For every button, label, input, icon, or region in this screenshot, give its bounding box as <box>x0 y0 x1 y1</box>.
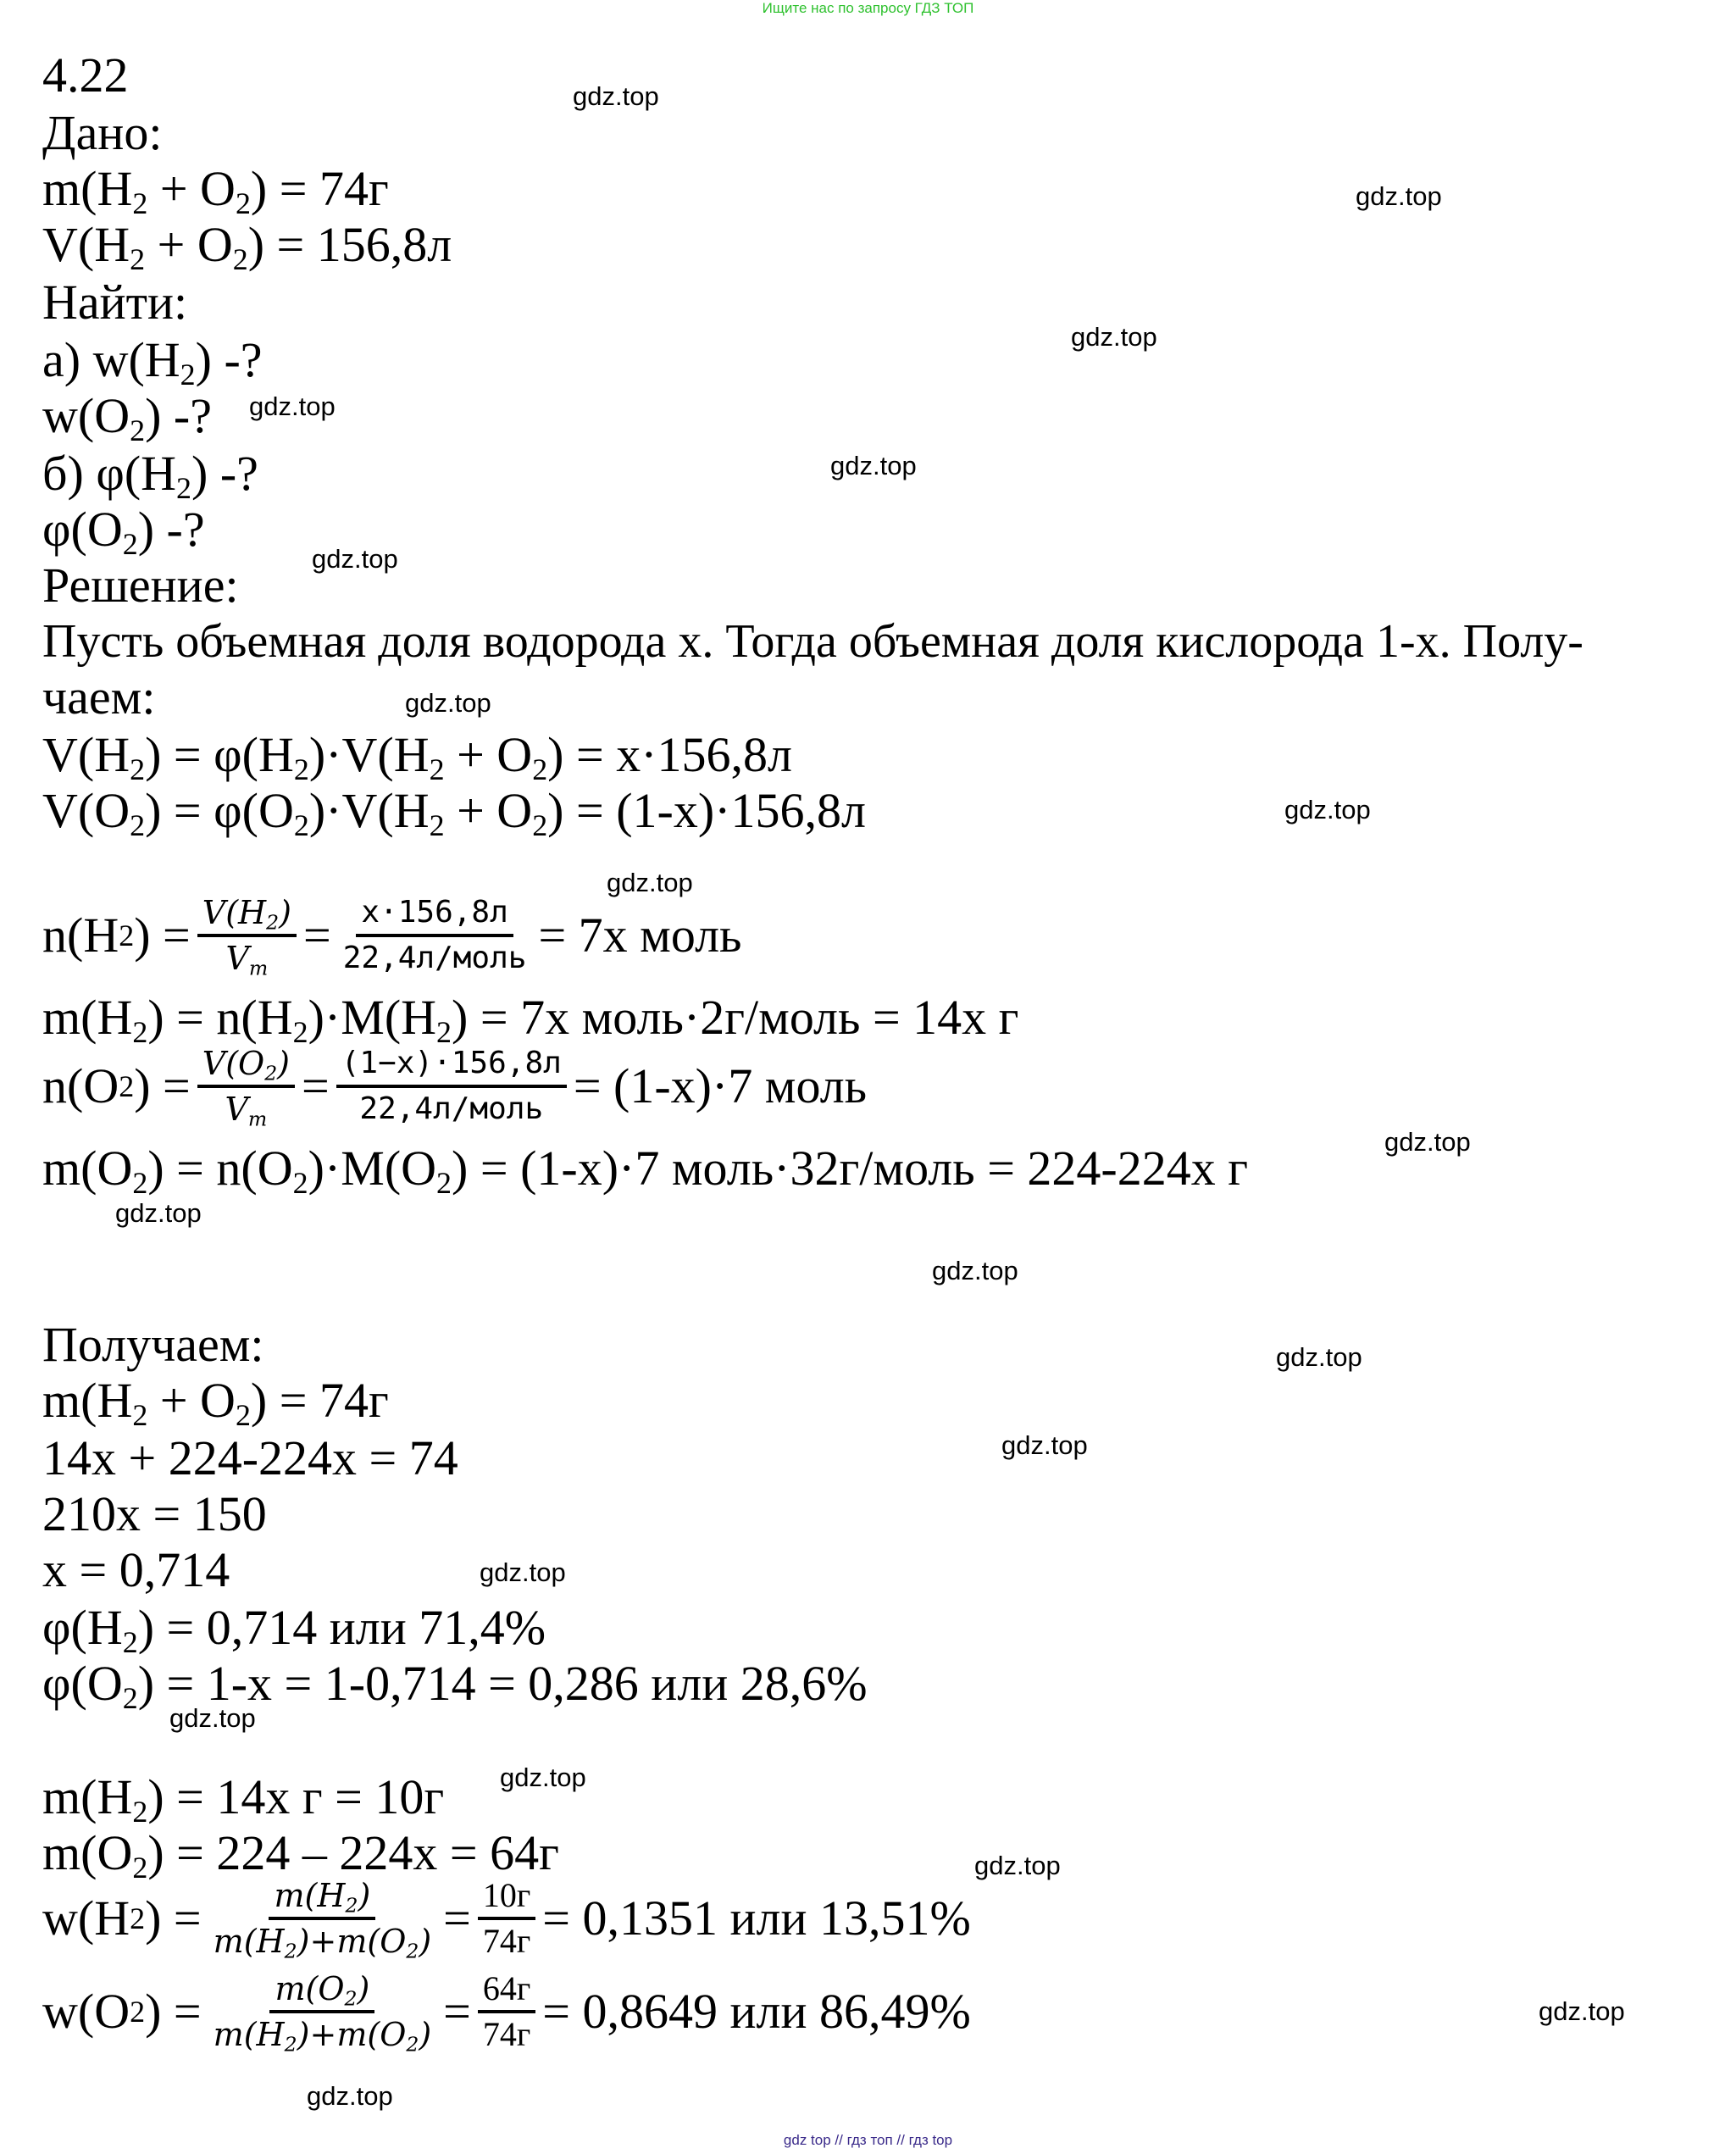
solution-label: Решение: <box>42 558 239 613</box>
find-phi-o2: $\varphi(O_2)$ -? <box>42 502 205 562</box>
mass-fraction-h2-eq: w ( H 2 ) = $\frac{m(H_2)}{m(H_2)+m(O_2)}$ = $\frac{10г}{74г}$ = 0,1351 или 13,51% <box>42 1876 971 1963</box>
watermark: gdz.top <box>169 1703 256 1733</box>
final-mass-h2: $m(H_2) = 14x$ г = 10г <box>42 1769 445 1829</box>
fraction: $\frac{V(O_2)}{V_m}$ <box>197 1044 295 1129</box>
fraction: $\frac{x\cdot 156,8л}{\text{22,4л/моль}}$ <box>342 895 527 975</box>
fraction: $\frac{64г}{74г}$ <box>478 1969 535 2054</box>
watermark: gdz.top <box>573 81 659 111</box>
mass-fraction-o2-eq: w ( O 2 ) = $\frac{m(O_2)}{m(H_2)+m(O_2)}$ = $\frac{64г}{74г}$ = 0,8649 или 86,49% <box>42 1969 971 2057</box>
fraction: $\frac{10г}{74г}$ <box>478 1876 535 1961</box>
final-mass-o2: $m(O_2) = 224 - 224x = 64г$ <box>42 1825 559 1885</box>
watermark: gdz.top <box>405 688 491 718</box>
watermark: gdz.top <box>1276 1342 1362 1372</box>
fraction: $\frac{m(H_2)}{m(H_2)+m(O_2)}$ <box>213 1877 432 1963</box>
result-x: x = 0,714 <box>42 1542 230 1597</box>
watermark: gdz.top <box>480 1557 566 1587</box>
volume-o2-eq: $V(O_2) = \varphi(O_2)\cdot V(H_2 + O_2) = (1-x)\cdot 156,8л$ <box>42 783 866 843</box>
watermark: gdz.top <box>1356 181 1442 211</box>
find-label: Найти: <box>42 275 188 330</box>
result-label: Получаем: <box>42 1317 264 1372</box>
watermark: gdz.top <box>830 451 917 480</box>
watermark: gdz.top <box>1071 322 1157 352</box>
intro-line-1: Пусть объемная доля водорода x. Тогда объемная доля кислорода 1-x. Полу- <box>42 615 1583 668</box>
intro-line-2: чаем: <box>42 669 156 724</box>
find-w-h2: а) $w(H_2)$ -? <box>42 332 263 392</box>
watermark: gdz.top <box>500 1763 586 1792</box>
volume-h2-eq: $V(H_2) = \varphi(H_2)\cdot V(H_2 + O_2) = x\cdot 156,8л$ <box>42 727 792 787</box>
fraction: $\frac{(1-x)\cdot 156,8л}{\text{22,4л/моль}}$ <box>336 1044 567 1129</box>
moles-h2-eq: n ( H 2 ) = $\frac{V(H_2)}{V_m}$ = $\frac{x\cdot 156,8л}{\text{22,4л/моль}}$ = 7x моль <box>42 894 742 980</box>
result-phi-h2: $\varphi(H_2) = 0,714$ или 71,4% <box>42 1600 546 1660</box>
watermark: gdz.top <box>307 2081 393 2111</box>
given-label: Дано: <box>42 105 163 160</box>
find-w-o2: $w(O_2)$ -? <box>42 388 212 448</box>
watermark: gdz.top <box>115 1198 202 1228</box>
watermark: gdz.top <box>607 868 693 897</box>
watermark: gdz.top <box>249 391 336 421</box>
result-phi-o2: $\varphi(O_2) = 1-x = 1-0,714 = 0,286$ или 28,6% <box>42 1656 868 1716</box>
moles-o2-eq: n ( O 2 ) = $\frac{V(O_2)}{V_m}$ = $\frac{(1-x)\cdot 156,8л}{\text{22,4л/моль}}$ = (1-x)·7 моль <box>42 1045 868 1131</box>
fraction: $\frac{V(H_2)}{V_m}$ <box>197 893 297 978</box>
watermark: gdz.top <box>1001 1430 1088 1460</box>
mass-h2-eq: $m(H_2) = n(H_2)\cdot M(H_2) = 7x$ моль·2г/моль = 14x г <box>42 990 1019 1050</box>
mass-o2-eq: $m(O_2) = n(O_2)\cdot M(O_2) = (1-x)\cdot 7$ моль·32г/моль = 224-224x г <box>42 1141 1249 1201</box>
given-mass: $m(H_2 + O_2) = 74г$ <box>42 161 389 221</box>
watermark: gdz.top <box>1384 1127 1471 1157</box>
watermark: gdz.top <box>312 544 398 574</box>
watermark: gdz.top <box>932 1256 1018 1285</box>
bottom-banner: gdz top // гдз топ // гдз top <box>783 2132 953 2148</box>
watermark: gdz.top <box>1539 1996 1625 2026</box>
top-banner: Ищите нас по запросу ГДЗ ТОП <box>762 0 974 16</box>
watermark: gdz.top <box>1284 795 1371 824</box>
result-simplified: 210x = 150 <box>42 1486 267 1541</box>
given-volume: $V(H_2 + O_2) = 156,8л$ <box>42 217 452 277</box>
problem-number: 4.22 <box>42 47 129 103</box>
watermark: gdz.top <box>974 1851 1061 1880</box>
result-mass-total: $m(H_2 + O_2) = 74г$ <box>42 1373 389 1433</box>
fraction: $\frac{m(O_2)}{m(H_2)+m(O_2)}$ <box>213 1970 432 2057</box>
result-equation: 14x + 224-224x = 74 <box>42 1430 458 1485</box>
find-phi-h2: б) $\varphi(H_2)$ -? <box>42 446 258 506</box>
